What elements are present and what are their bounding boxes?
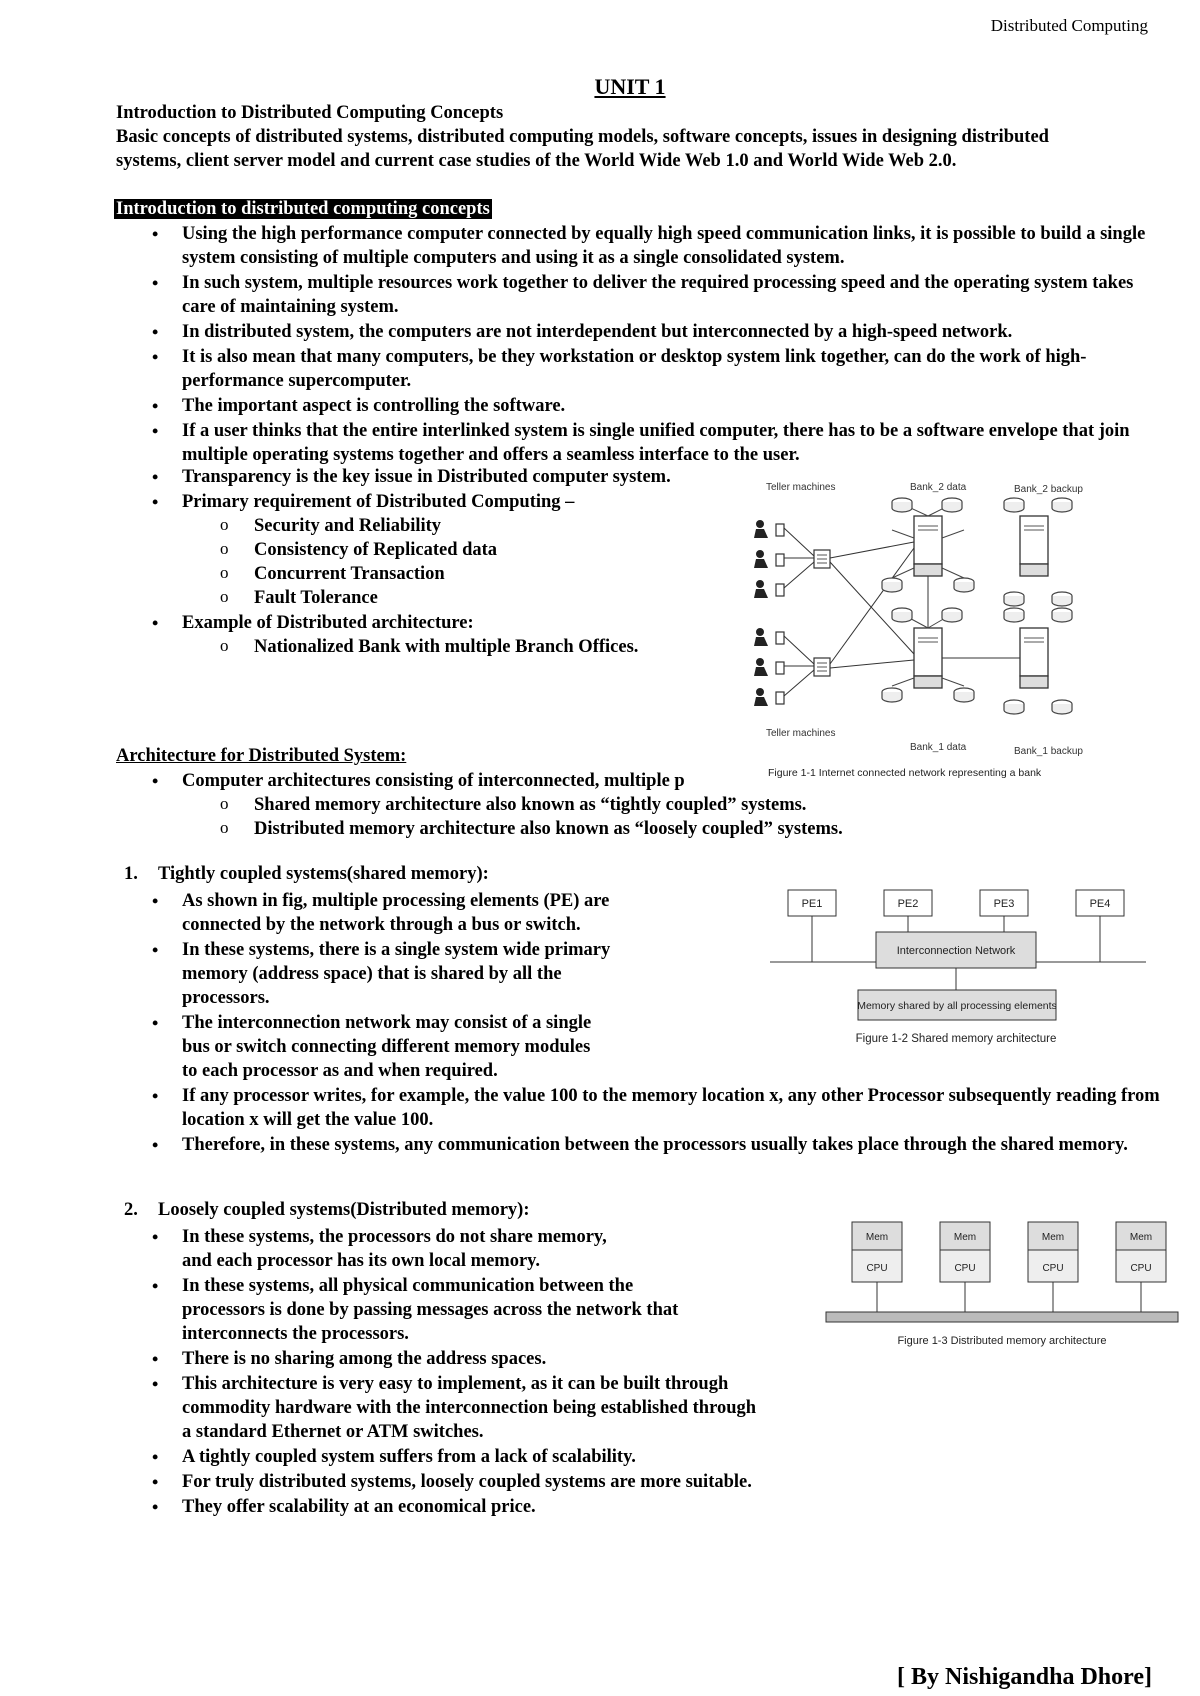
bank2-data-server-icon [914, 516, 942, 576]
requirements-sublist [182, 514, 736, 610]
bank1-data-server-icon [914, 628, 942, 688]
architecture-sublist [182, 793, 1116, 841]
teller-icon [754, 580, 784, 598]
teller-icon [754, 628, 784, 646]
highlighted-heading: Introduction to distributed computing concepts [116, 199, 490, 219]
bank1-backup-label: Bank_1 backup [1014, 746, 1083, 757]
list-item [116, 611, 736, 659]
disk-icon [1052, 608, 1072, 622]
sub-list-item: o Fault Tolerance [182, 586, 736, 610]
list-item: • For truly distributed systems, loosely coupled systems are more suitable. [116, 1470, 836, 1494]
pe3-label: PE3 [993, 898, 1015, 910]
running-header: Distributed Computing [990, 16, 1148, 35]
line: bus or switch connecting different memory modules [182, 1037, 591, 1057]
unit-title: UNIT 1 [594, 74, 666, 99]
line: processors. [182, 988, 270, 1008]
intro-line-2: systems, client server model and current case studies of the World Wide Web 1.0 and World Wide Web 2.0. [116, 151, 957, 171]
list-item-text: Example of Distributed architecture: [182, 613, 474, 633]
mem-label: Mem [1041, 1232, 1065, 1243]
line: In these systems, all physical communication between the [182, 1276, 634, 1296]
pe2-label: PE2 [897, 898, 919, 910]
list-item: • If any processor writes, for example, the value 100 to the memory location x, any other Processor subsequently reading from location x will get the value 100. [116, 1084, 1166, 1132]
list-item: • The important aspect is controlling the software. [116, 394, 1146, 418]
bank1-data-label: Bank_1 data [910, 742, 967, 753]
pe4-label: PE4 [1089, 898, 1111, 910]
interconnection-network-label: Interconnection Network [896, 945, 1016, 957]
sub-list-item: o Distributed memory architecture also known as “loosely coupled” systems. [182, 817, 1116, 841]
disk-icon [882, 578, 902, 592]
network-bus [826, 1312, 1178, 1322]
line: a standard Ethernet or ATM switches. [182, 1422, 484, 1442]
loosely-coupled-heading: Loosely coupled systems(Distributed memory): [158, 1200, 530, 1220]
cpu-label: CPU [866, 1263, 888, 1274]
list-item: • In such system, multiple resources work together to deliver the required processing speed and the operating system takes care of maintaining system. [116, 271, 1146, 319]
mem-label: Mem [865, 1232, 889, 1243]
loosely-coupled-bullet-list [116, 1225, 836, 1520]
section-heading-intro [114, 197, 492, 221]
line: processors is done by passing messages across the network that [182, 1300, 679, 1320]
list-item: • In distributed system, the computers are not interdependent but interconnected by a high-speed network. [116, 320, 1146, 344]
pe1-label: PE1 [801, 898, 823, 910]
line: and each processor has its own local memory. [182, 1251, 541, 1271]
line: memory (address space) that is shared by all the [182, 964, 562, 984]
teller-icon [754, 658, 784, 676]
list-item [116, 1372, 836, 1444]
line: As shown in fig, multiple processing elements (PE) are [182, 891, 610, 911]
figure-1-1-caption: Figure 1-1 Internet connected network representing a bank [768, 767, 1042, 779]
disk-icon [1004, 498, 1024, 512]
shared-memory-figure [770, 884, 1146, 1054]
architecture-heading: Architecture for Distributed System: [116, 746, 407, 766]
list-item [116, 490, 736, 610]
sub-list-item: o Concurrent Transaction [182, 562, 736, 586]
disk-icon [1052, 592, 1072, 606]
line: interconnects the processors. [182, 1324, 409, 1344]
list-item-text: Primary requirement of Distributed Computing – [182, 492, 575, 512]
section-number: 1. [124, 864, 138, 884]
disk-icon [1004, 608, 1024, 622]
line: to each processor as and when required. [182, 1061, 498, 1081]
cpu-label: CPU [1042, 1263, 1064, 1274]
router-icon [814, 658, 830, 676]
teller-bottom-label: Teller machines [766, 728, 836, 739]
distributed-memory-figure [824, 1220, 1180, 1350]
intro-bullet-list [116, 222, 1146, 468]
list-item: • They offer scalability at an economical price. [116, 1495, 836, 1519]
router-icon [814, 550, 830, 568]
line: connected by the network through a bus or switch. [182, 915, 581, 935]
shared-memory-label: Memory shared by all processing elements [857, 1000, 1057, 1012]
teller-top-label: Teller machines [766, 482, 836, 493]
section-number: 2. [124, 1200, 138, 1220]
line: This architecture is very easy to implement, as it can be built through [182, 1374, 729, 1394]
figure-1-2-caption: Figure 1-2 Shared memory architecture [855, 1033, 1057, 1045]
sub-list-item: o Shared memory architecture also known as “tightly coupled” systems. [182, 793, 1116, 817]
disk-icon [954, 688, 974, 702]
list-item: • There is no sharing among the address spaces. [116, 1347, 836, 1371]
list-item [116, 769, 1116, 841]
requirements-bullet-list [116, 465, 736, 660]
list-item: • A tightly coupled system suffers from a lack of scalability. [116, 1445, 836, 1469]
tightly-coupled-heading: Tightly coupled systems(shared memory): [158, 864, 489, 884]
line: The interconnection network may consist of a single [182, 1013, 592, 1033]
disk-icon [892, 498, 912, 512]
example-sublist [182, 635, 736, 659]
teller-icon [754, 520, 784, 538]
line: In these systems, the processors do not share memory, [182, 1227, 607, 1247]
disk-icon [1052, 700, 1072, 714]
list-item [116, 1274, 836, 1346]
disk-icon [882, 688, 902, 702]
sub-list-item: o Security and Reliability [182, 514, 736, 538]
list-item: • It is also mean that many computers, be they workstation or desktop system link together, can do the work of high-performance supercomputer. [116, 345, 1146, 393]
author-footer: [ By Nishigandha Dhore] [897, 1664, 1152, 1690]
bank1-backup-server-icon [1020, 628, 1048, 688]
intro-line-1: Basic concepts of distributed systems, distributed computing models, software concepts, issues in designing distributed [116, 127, 1049, 147]
bank2-backup-server-icon [1020, 516, 1048, 576]
disk-icon [892, 608, 912, 622]
cpu-label: CPU [954, 1263, 976, 1274]
sub-list-item: o Consistency of Replicated data [182, 538, 736, 562]
teller-icon [754, 550, 784, 568]
sub-list-item: o Nationalized Bank with multiple Branch Offices. [182, 635, 736, 659]
bank2-data-label: Bank_2 data [910, 482, 967, 493]
mem-label: Mem [1129, 1232, 1153, 1243]
architecture-bullet-list [116, 769, 1116, 842]
line: In these systems, there is a single system wide primary [182, 940, 611, 960]
mem-label: Mem [953, 1232, 977, 1243]
list-item: • Therefore, in these systems, any communication between the processors usually takes place through the shared memory. [116, 1133, 1166, 1157]
list-item: • If a user thinks that the entire interlinked system is single unified computer, there has to be a software envelope that join multiple operating systems together and offers a seamless interface to the user. [116, 419, 1146, 467]
disk-icon [1004, 700, 1024, 714]
list-item: • Transparency is the key issue in Distributed computer system. [116, 465, 736, 489]
cpu-label: CPU [1130, 1263, 1152, 1274]
disk-icon [942, 608, 962, 622]
line: commodity hardware with the interconnection being established through [182, 1398, 757, 1418]
disk-icon [954, 578, 974, 592]
bank2-backup-label: Bank_2 backup [1014, 484, 1083, 495]
disk-icon [1004, 592, 1024, 606]
list-item [116, 1225, 836, 1273]
list-item: • Using the high performance computer connected by equally high speed communication links, it is possible to build a single system consisting of multiple computers and using it as a single consolidated system. [116, 222, 1146, 270]
intro-heading: Introduction to Distributed Computing Concepts [116, 103, 504, 123]
bank-network-figure [752, 478, 1102, 783]
figure-1-3-caption: Figure 1-3 Distributed memory architecture [897, 1335, 1107, 1347]
disk-icon [942, 498, 962, 512]
disk-icon [1052, 498, 1072, 512]
teller-icon [754, 688, 784, 706]
list-item-text: Computer architectures consisting of interconnected, multiple p [182, 771, 685, 791]
